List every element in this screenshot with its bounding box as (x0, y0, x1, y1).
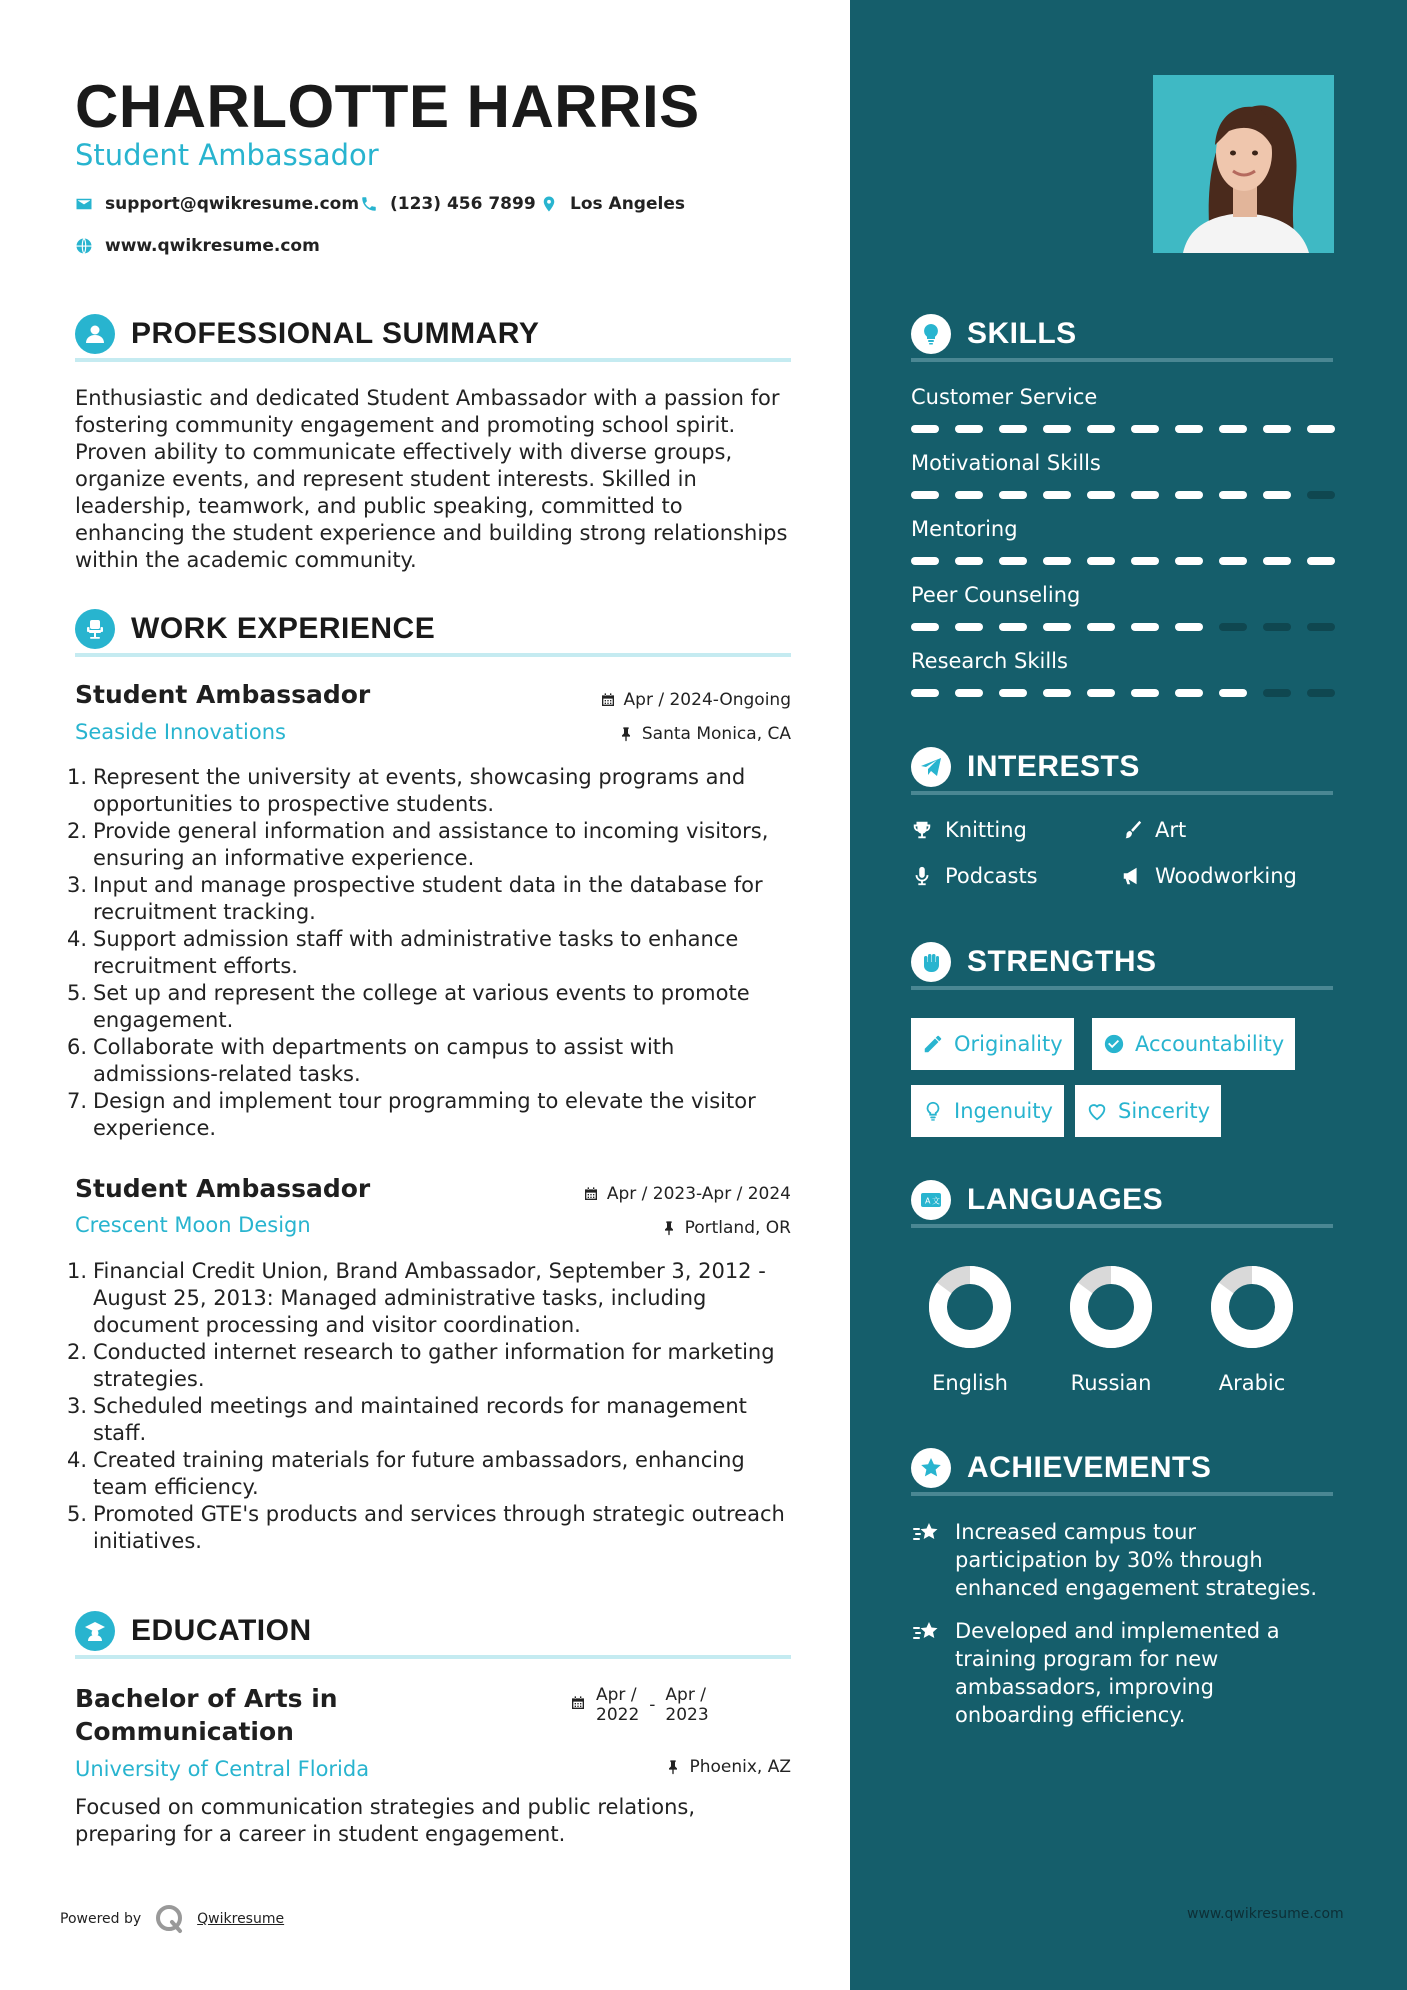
skill-level-bar (911, 689, 1335, 697)
skills-heading-label: SKILLS (967, 317, 1077, 350)
start-year: 2022 (596, 1705, 640, 1725)
skill-level-dash (1307, 689, 1335, 697)
education-dates (570, 1685, 709, 1725)
profile-photo (1153, 75, 1334, 253)
skill-level-dash (999, 491, 1027, 499)
pushpin-icon (665, 1759, 681, 1775)
skill-level-dash (955, 491, 983, 499)
skill-level-dash (1087, 557, 1115, 565)
language-proficiency-ring (1210, 1265, 1294, 1349)
fist-icon (911, 942, 951, 982)
footer-url[interactable]: www.qwikresume.com (1187, 1906, 1344, 1922)
brush-icon (1121, 819, 1143, 841)
skill-level-dash (911, 557, 939, 565)
skill-level-dash (1263, 491, 1291, 499)
skill-level-dash (1263, 623, 1291, 631)
list-item: 2. Conducted internet research to gather information for marketing strategies. (66, 1340, 775, 1391)
strength-tag (911, 1085, 1064, 1137)
skill-level-dash (955, 623, 983, 631)
experience-heading-label: WORK EXPERIENCE (131, 612, 436, 645)
interest-label: Art (1155, 818, 1187, 842)
languages-heading (911, 1176, 1333, 1228)
strengths-heading (911, 938, 1333, 990)
skills-heading (911, 310, 1333, 362)
shooting-star-icon (911, 1617, 941, 1647)
experience-heading (75, 605, 791, 657)
interest-label: Podcasts (945, 864, 1038, 888)
phone-text: (123) 456 7899 (390, 194, 536, 214)
list-item: 6. Collaborate with departments on campus to assist with admissions-related tasks. (66, 1035, 675, 1086)
job-location-text: Santa Monica, CA (641, 724, 791, 744)
list-item: 1. Financial Credit Union, Brand Ambassador, September 3, 2012 - August 25, 2013: Managed administrative tasks, including document processing and visitor coordination. (66, 1259, 766, 1337)
skill-level-dash (911, 689, 939, 697)
strengths-heading-label: STRENGTHS (967, 945, 1157, 978)
job-dates (583, 1184, 791, 1204)
skill-level-dash (1219, 425, 1247, 433)
pushpin-icon (618, 726, 634, 742)
interest-label: Knitting (945, 818, 1027, 842)
language-proficiency-ring (928, 1265, 1012, 1349)
skill-level-dash (1087, 623, 1115, 631)
language-item (1202, 1265, 1302, 1395)
envelope-icon (75, 195, 93, 213)
graduate-icon (75, 1611, 115, 1651)
end-month: Apr / (665, 1685, 706, 1705)
phone-icon (360, 195, 378, 213)
list-item: 5. Set up and represent the college at various events to promote engagement. (66, 981, 750, 1032)
interest-label: Woodworking (1155, 864, 1297, 888)
skill-level-dash (1219, 491, 1247, 499)
skill-level-dash (1087, 491, 1115, 499)
lightbulb-icon (911, 314, 951, 354)
svg-text:文: 文 (932, 1196, 940, 1206)
skill-level-dash (911, 425, 939, 433)
degree-title: Bachelor of Arts in Communication (75, 1684, 338, 1746)
strength-label: Accountability (1135, 1032, 1285, 1056)
education-description: Focused on communication strategies and public relations, preparing for a career in student engagement. (75, 1795, 696, 1846)
achievements-heading (911, 1444, 1333, 1496)
achievement-text: Increased campus tour participation by 30% through enhanced engagement strategies. (955, 1520, 1317, 1600)
education-start (596, 1685, 639, 1725)
skill-level-dash (1131, 557, 1159, 565)
map-pin-icon (540, 195, 558, 213)
website-text: www.qwikresume.com (105, 236, 320, 256)
lightbulb-icon (922, 1100, 944, 1122)
summary-heading (75, 310, 791, 362)
skill-level-dash (1175, 689, 1203, 697)
achievement-item (911, 1518, 1331, 1602)
calendar-icon (570, 1695, 586, 1711)
skill-level-dash (999, 623, 1027, 631)
heart-icon (1086, 1100, 1108, 1122)
skill-name: Motivational Skills (911, 451, 1101, 475)
pushpin-icon (661, 1220, 677, 1236)
list-item: 5. Promoted GTE's products and services through strategic outreach initiatives. (66, 1502, 785, 1553)
languages-heading-label: LANGUAGES (967, 1183, 1164, 1216)
list-item: 4. Created training materials for future ambassadors, enhancing team efficiency. (66, 1448, 745, 1499)
achievements-heading-label: ACHIEVEMENTS (967, 1451, 1212, 1484)
skill-level-dash (999, 425, 1027, 433)
calendar-icon (600, 692, 616, 708)
school-location-text: Phoenix, AZ (689, 1757, 791, 1777)
skill-level-dash (1043, 623, 1071, 631)
skill-level-dash (1131, 623, 1159, 631)
skill-level-dash (955, 425, 983, 433)
star-badge-icon (911, 1448, 951, 1488)
strength-tag (911, 1018, 1074, 1070)
list-item: 1. Represent the university at events, showcasing programs and opportunities to prospective students. (66, 765, 746, 816)
job-location-text: Portland, OR (684, 1218, 791, 1238)
skill-name: Peer Counseling (911, 583, 1081, 607)
education-heading (75, 1607, 791, 1659)
school-location (665, 1757, 791, 1777)
office-chair-icon (75, 609, 115, 649)
skill-name: Research Skills (911, 649, 1068, 673)
contact-location (540, 194, 685, 214)
globe-icon (75, 237, 93, 255)
contact-email[interactable] (75, 194, 359, 214)
interest-item (911, 864, 1038, 888)
interest-item (1121, 864, 1297, 888)
school-name: University of Central Florida (75, 1757, 370, 1781)
powered-by-text: Powered by (60, 1911, 142, 1927)
skill-level-dash (1175, 557, 1203, 565)
job-location (661, 1218, 791, 1238)
skill-level-dash (955, 689, 983, 697)
qwikresume-logo-icon (153, 1903, 185, 1935)
job-dates-text: Apr / 2023-Apr / 2024 (606, 1184, 791, 1204)
skill-level-dash (1175, 623, 1203, 631)
skill-level-dash (999, 689, 1027, 697)
language-proficiency-ring (1069, 1265, 1153, 1349)
job-dates-text: Apr / 2024-Ongoing (623, 690, 791, 710)
skill-level-dash (1043, 557, 1071, 565)
skill-level-dash (1219, 689, 1247, 697)
education-end (665, 1685, 708, 1725)
strength-tag (1092, 1018, 1295, 1070)
job-bullets (64, 1258, 794, 1555)
contact-phone[interactable] (360, 194, 536, 214)
skill-level-dash (1131, 689, 1159, 697)
candidate-name: CHARLOTTE HARRIS (75, 73, 700, 140)
skill-level-bar (911, 425, 1335, 433)
skill-level-bar (911, 557, 1335, 565)
list-item: 4. Support admission staff with administrative tasks to enhance recruitment efforts. (66, 927, 739, 978)
language-name: English (932, 1371, 1008, 1395)
translate-icon (911, 1180, 951, 1220)
company-name: Crescent Moon Design (75, 1213, 311, 1237)
skill-level-dash (1307, 425, 1335, 433)
paper-plane-icon (911, 747, 951, 787)
language-item (920, 1265, 1020, 1395)
qwikresume-link[interactable]: Qwikresume (197, 1911, 285, 1927)
calendar-icon (583, 1186, 599, 1202)
start-month: Apr / (596, 1685, 637, 1705)
skill-level-dash (911, 623, 939, 631)
svg-text:A: A (925, 1196, 931, 1206)
job-location (618, 724, 791, 744)
skill-level-dash (1087, 689, 1115, 697)
skill-level-dash (1043, 491, 1071, 499)
location-text: Los Angeles (570, 194, 685, 214)
language-item (1061, 1265, 1161, 1395)
interest-item (911, 818, 1027, 842)
interest-item (1121, 818, 1186, 842)
powered-by (60, 1903, 284, 1935)
skill-level-dash (1175, 425, 1203, 433)
list-item: 2. Provide general information and assistance to incoming visitors, ensuring an informative experience. (66, 819, 769, 870)
skill-level-dash (1131, 491, 1159, 499)
summary-text: Enthusiastic and dedicated Student Ambassador with a passion for fostering community engagement and promoting school spirit. Proven ability to communicate effectively with diverse groups, organize events, and represent student interests. Skilled in leadership, teamwork, and public speaking, committed to enhancing the student experience and building strong relationships within the academic community. (75, 386, 788, 572)
job-title: Student Ambassador (75, 1174, 371, 1203)
end-year: 2023 (665, 1705, 709, 1725)
date-dash: - (649, 1695, 656, 1715)
skill-level-dash (1175, 491, 1203, 499)
list-item: 7. Design and implement tour programming to elevate the visitor experience. (66, 1089, 756, 1140)
skill-level-dash (1219, 623, 1247, 631)
skill-level-dash (1307, 623, 1335, 631)
strength-label: Ingenuity (954, 1099, 1053, 1123)
skill-level-dash (911, 491, 939, 499)
trophy-icon (911, 819, 933, 841)
microphone-icon (911, 865, 933, 887)
user-icon (75, 314, 115, 354)
education-heading-label: EDUCATION (131, 1614, 312, 1647)
skill-level-bar (911, 491, 1335, 499)
shooting-star-icon (911, 1518, 941, 1548)
skill-level-dash (1219, 557, 1247, 565)
company-name: Seaside Innovations (75, 720, 286, 744)
skill-level-dash (1043, 689, 1071, 697)
list-item: 3. Input and manage prospective student data in the database for recruitment tracking. (66, 873, 763, 924)
interests-heading (911, 743, 1333, 795)
candidate-title: Student Ambassador (75, 138, 379, 172)
skill-level-dash (1263, 557, 1291, 565)
job-dates (600, 690, 791, 710)
interests-heading-label: INTERESTS (967, 750, 1140, 783)
contact-website[interactable] (75, 236, 320, 256)
check-circle-icon (1103, 1033, 1125, 1055)
skill-level-dash (1263, 689, 1291, 697)
skill-level-dash (1263, 425, 1291, 433)
job-title: Student Ambassador (75, 680, 371, 709)
pencil-icon (922, 1033, 944, 1055)
skill-level-dash (999, 557, 1027, 565)
skill-level-dash (1307, 491, 1335, 499)
strength-label: Originality (954, 1032, 1063, 1056)
skill-level-dash (1087, 425, 1115, 433)
job-bullets (64, 764, 794, 1142)
skill-level-dash (955, 557, 983, 565)
skill-level-bar (911, 623, 1335, 631)
skill-level-dash (1307, 557, 1335, 565)
skill-level-dash (1043, 425, 1071, 433)
email-text: support@qwikresume.com (105, 194, 360, 214)
list-item: 3. Scheduled meetings and maintained records for management staff. (66, 1394, 747, 1445)
summary-heading-label: PROFESSIONAL SUMMARY (131, 317, 540, 350)
skill-name: Mentoring (911, 517, 1018, 541)
achievement-item (911, 1617, 1331, 1729)
language-name: Arabic (1218, 1371, 1286, 1395)
language-name: Russian (1070, 1371, 1152, 1395)
achievement-text: Developed and implemented a training program for new ambassadors, improving onboarding efficiency. (955, 1619, 1280, 1727)
strength-label: Sincerity (1118, 1099, 1211, 1123)
megaphone-icon (1121, 865, 1143, 887)
skill-name: Customer Service (911, 385, 1098, 409)
strength-tag (1075, 1085, 1221, 1137)
skill-level-dash (1131, 425, 1159, 433)
